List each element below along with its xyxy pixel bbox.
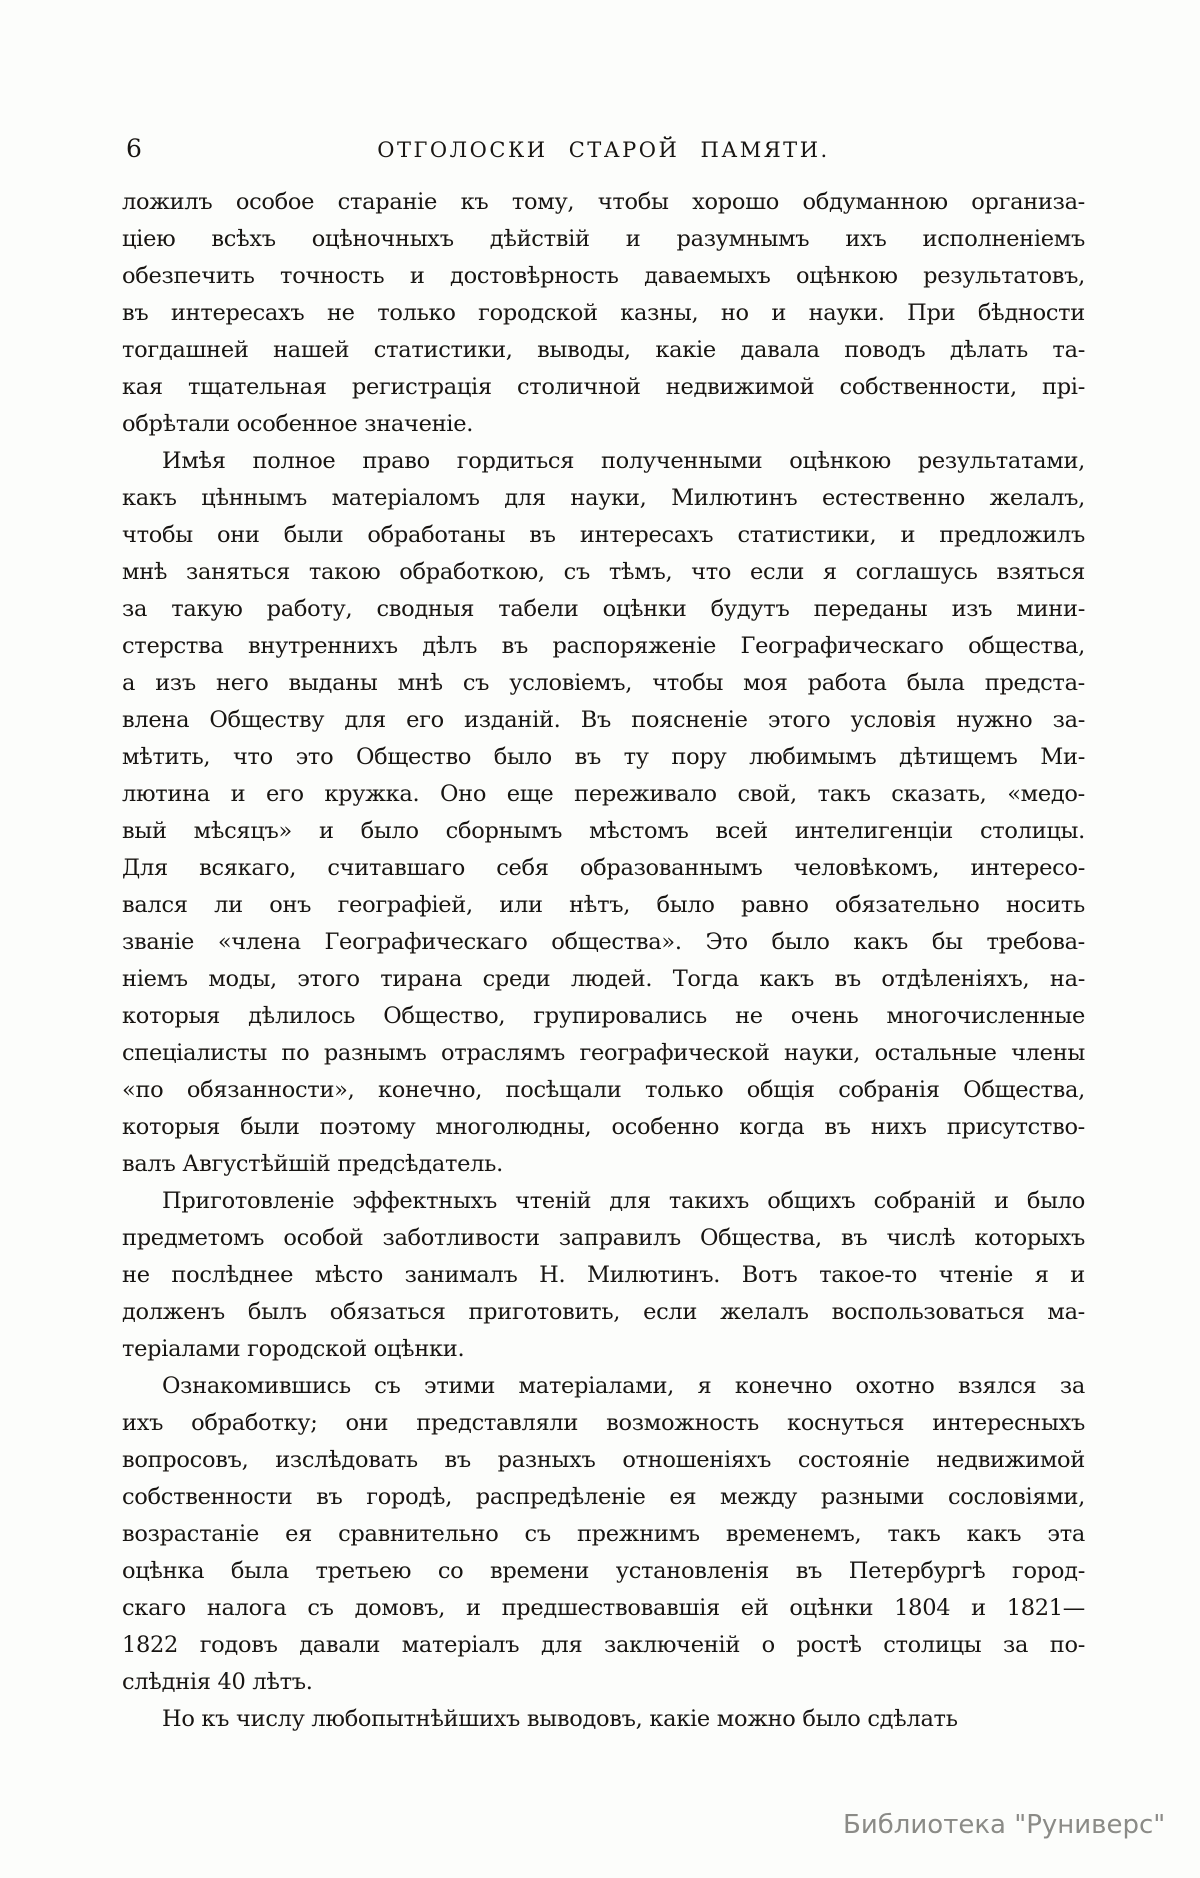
text-line: 1822 годовъ давали матеріалъ для заключеній о ростѣ столицы за по-	[122, 1632, 1085, 1658]
text-line: Имѣя полное право гордиться полученными оцѣнкою результатами,	[162, 448, 1085, 474]
text-line: спеціалисты по разнымъ отраслямъ географической науки, остальные члены	[122, 1040, 1085, 1066]
text-line: вопросовъ, изслѣдовать въ разныхъ отношеніяхъ состояніе недвижимой	[122, 1447, 1085, 1473]
text-line: тогдашней нашей статистики, выводы, какіе давала поводъ дѣлать та-	[122, 337, 1085, 363]
text-line: мѣтить, что это Общество было въ ту пору любимымъ дѣтищемъ Ми-	[122, 744, 1085, 770]
page-text	[122, 184, 1085, 1738]
text-line: ніемъ моды, этого тирана среди людей. Тогда какъ въ отдѣленіяхъ, на-	[122, 966, 1085, 992]
page-header	[122, 133, 1085, 165]
text-line: а изъ него выданы мнѣ съ условіемъ, чтобы моя работа была предста-	[122, 670, 1085, 696]
text-line: возрастаніе ея сравнительно съ прежнимъ временемъ, такъ какъ эта	[122, 1521, 1085, 1547]
paragraph	[122, 443, 1085, 1183]
text-line: слѣднія 40 лѣтъ.	[122, 1669, 313, 1695]
text-line: не послѣднее мѣсто занималъ Н. Милютинъ. Вотъ такое-то чтеніе я и	[122, 1262, 1085, 1288]
text-line: которыя были поэтому многолюдны, особенно когда въ нихъ присутство-	[122, 1114, 1085, 1140]
text-line: собственности въ городѣ, распредѣленіе ея между разными сословіями,	[122, 1484, 1085, 1510]
text-line: ложилъ особое стараніе къ тому, чтобы хорошо обдуманною организа-	[122, 189, 1085, 215]
text-line: вый мѣсяцъ» и было сборнымъ мѣстомъ всей интелигенціи столицы.	[122, 818, 1085, 844]
text-line: чтобы они были обработаны въ интересахъ статистики, и предложилъ	[122, 522, 1085, 548]
text-line: ціею всѣхъ оцѣночныхъ дѣйствій и разумнымъ ихъ исполненіемъ	[122, 226, 1085, 252]
text-line: «по обязанности», конечно, посѣщали только общія собранія Общества,	[122, 1077, 1085, 1103]
text-line: Для всякаго, считавшаго себя образованнымъ человѣкомъ, интересо-	[122, 855, 1085, 881]
paragraph	[122, 1183, 1085, 1368]
text-line: Приготовленіе эффектныхъ чтеній для такихъ общихъ собраній и было	[162, 1188, 1085, 1214]
running-title: ОТГОЛОСКИ СТАРОЙ ПАМЯТИ.	[377, 138, 830, 162]
text-line: теріалами городской оцѣнки.	[122, 1336, 465, 1362]
text-line: скаго налога съ домовъ, и предшествовавшія ей оцѣнки 1804 и 1821—	[122, 1595, 1085, 1621]
text-line: валъ Августѣйшій предсѣдатель.	[122, 1151, 503, 1177]
text-line: обезпечить точность и достовѣрность даваемыхъ оцѣнкою результатовъ,	[122, 263, 1085, 289]
text-line: которыя дѣлилось Общество, групировались не очень многочисленные	[122, 1003, 1085, 1029]
text-line: кая тщательная регистрація столичной недвижимой собственности, прі-	[122, 374, 1085, 400]
text-line: Но къ числу любопытнѣйшихъ выводовъ, какіе можно было сдѣлать	[162, 1706, 958, 1732]
paragraph	[122, 1368, 1085, 1701]
page-number: 6	[126, 134, 142, 163]
text-line: обрѣтали особенное значеніе.	[122, 411, 474, 437]
text-line: долженъ былъ обязаться приготовить, если желалъ воспользоваться ма-	[122, 1299, 1085, 1325]
paragraph	[122, 1701, 1085, 1738]
text-line: влена Обществу для его изданій. Въ поясненіе этого условія нужно за-	[122, 707, 1085, 733]
text-line: званіе «члена Географическаго общества». Это было какъ бы требова-	[122, 929, 1085, 955]
text-line: оцѣнка была третьею со времени установленія въ Петербургѣ город-	[122, 1558, 1085, 1584]
text-line: мнѣ заняться такою обработкою, съ тѣмъ, что если я соглашусь взяться	[122, 559, 1085, 585]
text-line: вался ли онъ географіей, или нѣтъ, было равно обязательно носить	[122, 892, 1085, 918]
text-line: какъ цѣннымъ матеріаломъ для науки, Милютинъ естественно желалъ,	[122, 485, 1085, 511]
text-line: ихъ обработку; они представляли возможность коснуться интересныхъ	[122, 1410, 1085, 1436]
text-line: за такую работу, сводныя табели оцѣнки будутъ переданы изъ мини-	[122, 596, 1085, 622]
text-line: Ознакомившись съ этими матеріалами, я конечно охотно взялся за	[162, 1373, 1085, 1399]
text-line: стерства внутреннихъ дѣлъ въ распоряженіе Географическаго общества,	[122, 633, 1085, 659]
library-watermark: Библиотека "Руниверс"	[843, 1810, 1166, 1840]
text-line: предметомъ особой заботливости заправилъ Общества, въ числѣ которыхъ	[122, 1225, 1085, 1251]
text-line: въ интересахъ не только городской казны, но и науки. При бѣдности	[122, 300, 1085, 326]
paragraph	[122, 184, 1085, 443]
text-line: лютина и его кружка. Оно еще переживало свой, такъ сказать, «медо-	[122, 781, 1085, 807]
